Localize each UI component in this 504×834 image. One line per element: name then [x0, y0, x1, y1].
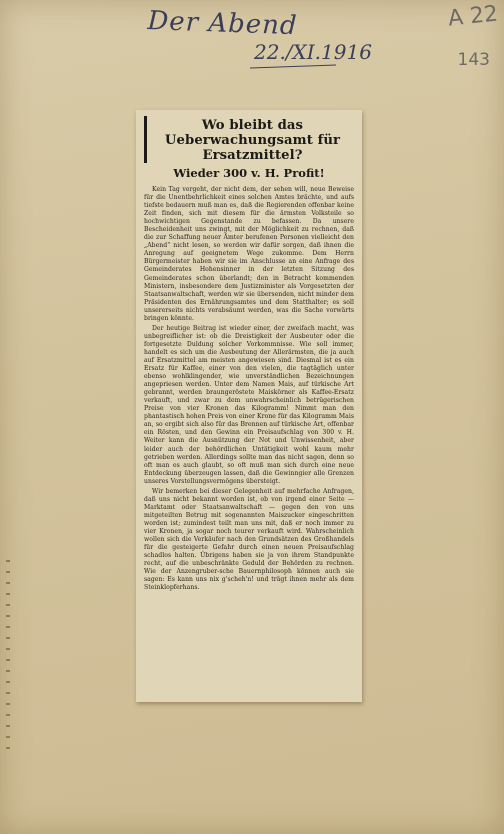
article-paragraph-1: Kein Tag vergeht, der nicht dem, der sehen will, neue Beweise für die Unentbehrlichkeit eines solchen Amtes brächte, und aufs tiefste bedauern muß man es, daß die Regierenden offenbar keine Zeit finden, sich mit diesem für die ärmsten Volksteile so hochwichtigen Gegenstande zu befassen. Da unsere Bescheidenheit uns zwingt, mit der Möglichkeit zu rechnen, daß die zur Schaffung neuer Ämter berufenen Personen vielleicht den „Abend“ nicht lesen, so werden wir dafür sorgen, daß ihnen die Anregung auf geeignetem Wege zukomme. Dem Herrn Bürgermeister haben wir sie im Anschlusse an eine Anfrage des Gemeinderates Hohensinner in der letzten Sitzung des Gemeinderates schon überlandt; den in Betracht kommenden Ministern, insbesondere dem Justizminister als Vorgesetzten der Staatsanwaltschaft, werden wir sie übersenden, nicht minder dem Präsidenten des Ernährungsamtes und dem Statthalter; es soll unsererseits nichts verabsäumt werden, was die Sache vorwärts bringen könnte. — [144, 186, 354, 322]
date-underline — [250, 64, 336, 68]
handwritten-newspaper-name: Der Abend — [146, 6, 299, 42]
handwritten-date: 22./XI.1916 — [254, 40, 372, 64]
article-subheadline: Wieder 300 v. H. Profit! — [173, 166, 325, 180]
article-paragraph-2: Der heutige Beitrag ist wieder einer, der zweifach macht, was unbegreiflicher ist: ob die Dreistigkeit der Ausbeuter oder die fortgesetzte Duldung solcher Vorkommnisse. Wie soll immer, handelt es sich um die Ausbeutung der Allerärmsten, die ja auch auf Ersatzmittel am meisten angewiesen sind. Diesmal ist es ein Ersatz für Kaffee, einer von den vielen, die tagtäglich unter ebenso wohlklingender, wie unverständlichen Bezeichnungen angepriesen werden. Unter dem Namen Mais, auf türkische Art gebrannt, werden braungeröstete Maiskörner als Kaffee-Ersatz verkauft, und zwar zu dem unwahrscheinlich betrügerischen Preise von vier Kronen das Kilogramm! Nimmt man den phantastisch hohen Preis von einer Krone für das Kilogramm Mais an, so ergibt sich also für das Brennen auf türkische Art, offenbar ein Rösten, und den Gewinn ein Preisaufschlag von 300 v. H. Weiter kann die Ausnützung der Not und Unwissenheit, aber leider auch der behördlichen Untätigkeit wohl kaum mehr getrieben werden. Allerdings sollte man das nicht sagen, denn so oft man es auch glaubt, so oft muß man sich durch eine neue Entdeckung überzeugen lassen, daß die Gewinngier alle Grenzen unseres Vorstellungsvermögens übersteigt. — [144, 324, 354, 485]
newspaper-clipping — [136, 110, 362, 702]
pencil-corner-mark: A 22 — [446, 1, 500, 32]
article-headline: Wo bleibt das Ueberwachungsamt für Ersatzmittel? — [144, 116, 354, 163]
article-paragraph-3: Wir bemerken bei dieser Gelegenheit auf mehrfache Anfragen, daß uns nicht bekannt worden ist, ob von irgend einer Seite — Marktamt oder Staatsanwaltschaft — gegen den von uns mitgeteilten Betrug mit sogenannten Maiszucker eingeschritten worden ist; zumindest teilt man uns mit, daß er noch immer zu vier Kronen, ja sogar noch teurer verkauft wird. Wahrscheinlich wollen sich die Verkäufer nach den Grundsätzen des Großhandels für die gesteigerte Gefahr durch einen neuen Preisaufschlag schadlos halten. Übrigens haben sie ja von ihrem Standpunkte recht, auf die unbeschränkte Geduld der Behörden zu rechnen. Wie der Anzengruber-sche Bauernphilosoph können auch sie sagen: Es kann uns nix g'scheh'n! und trägt ihnen mehr als dem Steinklopferhans. — [144, 487, 354, 592]
binding-holes — [6, 560, 12, 760]
pencil-page-number: 143 — [457, 50, 490, 70]
